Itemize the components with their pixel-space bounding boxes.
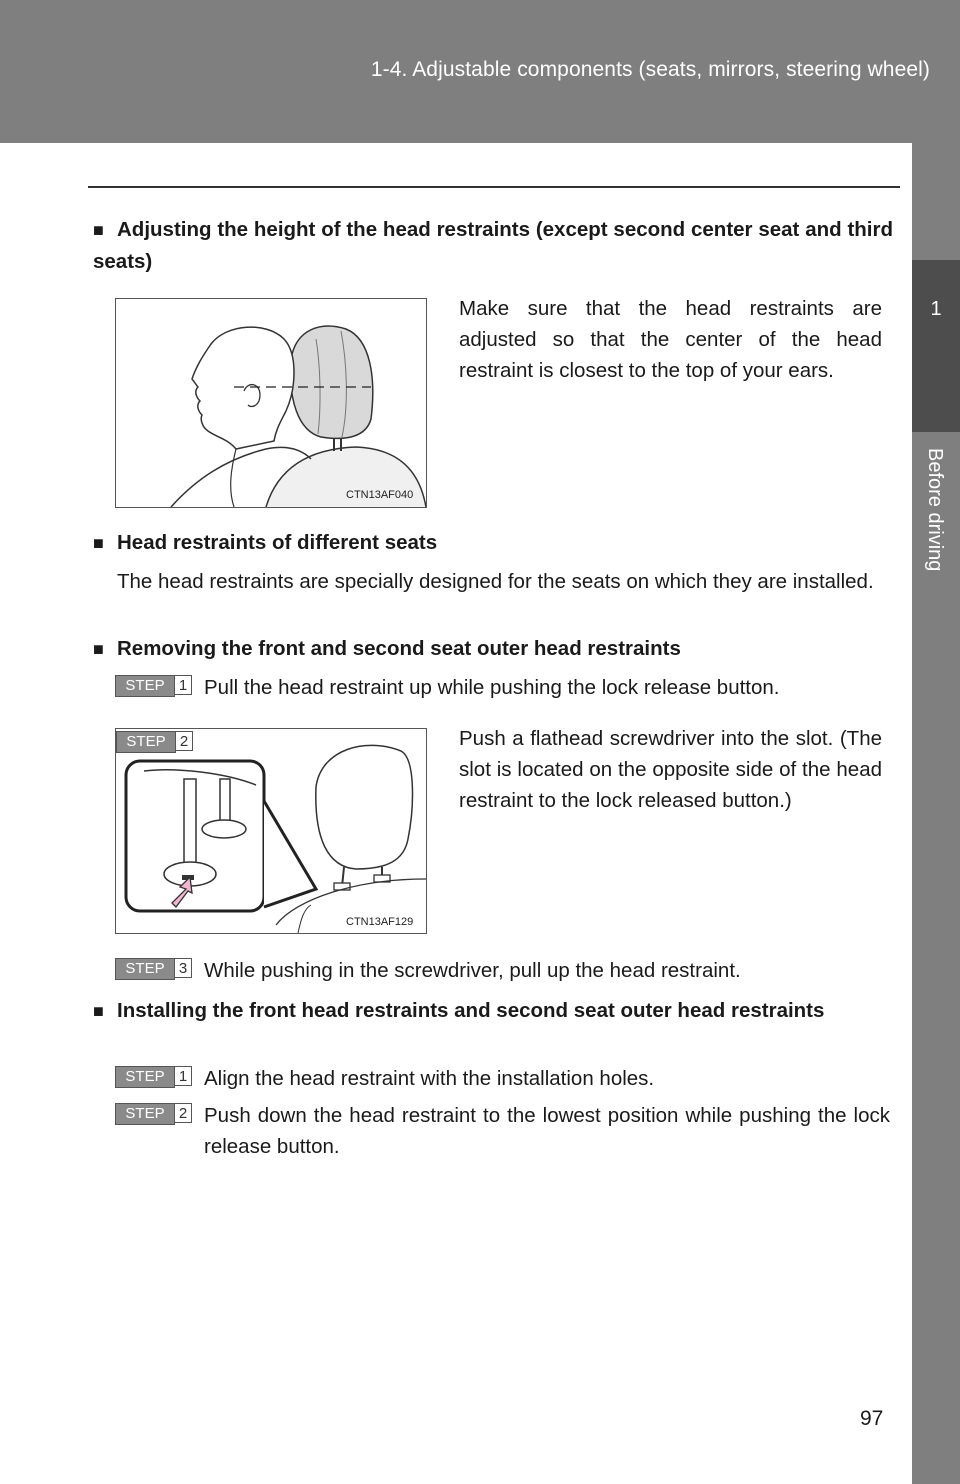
step-number: 1 bbox=[174, 675, 192, 695]
heading-text: Adjusting the height of the head restraints (except second center seat and third seats) bbox=[93, 218, 893, 273]
removing-step-1-text: Pull the head restraint up while pushing the lock release button. bbox=[204, 676, 780, 699]
removing-step-3-text: While pushing in the screwdriver, pull up the head restraint. bbox=[204, 959, 741, 982]
heading-text: Head restraints of different seats bbox=[117, 531, 438, 554]
chapter-number: 1 bbox=[930, 298, 942, 320]
step-number: 1 bbox=[174, 1066, 192, 1086]
step-label: STEP bbox=[115, 958, 175, 980]
section-adjusting-heading bbox=[93, 214, 893, 277]
head-restraint-illustration bbox=[116, 299, 426, 507]
figure-head-restraint-height bbox=[115, 298, 427, 508]
section-installing-heading bbox=[93, 995, 893, 1027]
removing-step-1-badge bbox=[115, 675, 192, 695]
bullet-icon: ■ bbox=[93, 639, 104, 659]
bullet-icon: ■ bbox=[93, 533, 104, 553]
different-seats-body: The head restraints are specially designed for the seats on which they are installed. bbox=[117, 570, 874, 593]
step-number: 2 bbox=[174, 1103, 192, 1123]
step-number: 3 bbox=[174, 958, 192, 978]
bullet-icon: ■ bbox=[93, 220, 104, 240]
removing-step-2-badge bbox=[116, 731, 193, 751]
installing-step-2-text: Push down the head restraint to the lowest position while pushing the lock release button. bbox=[204, 1104, 890, 1158]
removing-step-2-text: Push a flathead screwdriver into the slot. (The slot is located on the opposite side of the head restraint to the lock released button.) bbox=[459, 727, 882, 812]
installing-step-2-badge bbox=[115, 1103, 192, 1123]
remove-restraint-illustration bbox=[116, 729, 426, 933]
adjusting-description: Make sure that the head restraints are adjusted so that the center of the head restraint is closest to the top of your ears. bbox=[459, 297, 882, 382]
step-label: STEP bbox=[116, 731, 176, 753]
step-label: STEP bbox=[115, 1103, 175, 1125]
bullet-icon: ■ bbox=[93, 1001, 104, 1021]
step-label: STEP bbox=[115, 675, 175, 697]
section-different-seats-heading bbox=[93, 527, 893, 559]
chapter-label-wrap bbox=[912, 448, 960, 572]
top-divider bbox=[88, 186, 900, 188]
step-number: 2 bbox=[175, 731, 193, 751]
heading-text: Installing the front head restraints and second seat outer head restraints bbox=[117, 999, 825, 1022]
installing-step-1-text: Align the head restraint with the installation holes. bbox=[204, 1067, 655, 1090]
section-removing-heading bbox=[93, 633, 893, 665]
page-header bbox=[0, 0, 960, 143]
heading-text: Removing the front and second seat outer head restraints bbox=[117, 637, 681, 660]
figure-code: CTN13AF129 bbox=[346, 916, 414, 928]
header-title: 1-4. Adjustable components (seats, mirrors, steering wheel) bbox=[370, 58, 930, 81]
page-number: 97 bbox=[860, 1407, 884, 1430]
installing-step-1-badge bbox=[115, 1066, 192, 1086]
figure-remove-restraint bbox=[115, 728, 427, 934]
chapter-label: Before driving bbox=[924, 448, 946, 572]
figure-code: CTN13AF040 bbox=[346, 489, 414, 501]
removing-step-3-badge bbox=[115, 958, 192, 978]
chapter-marker-block bbox=[912, 260, 960, 432]
step-label: STEP bbox=[115, 1066, 175, 1088]
